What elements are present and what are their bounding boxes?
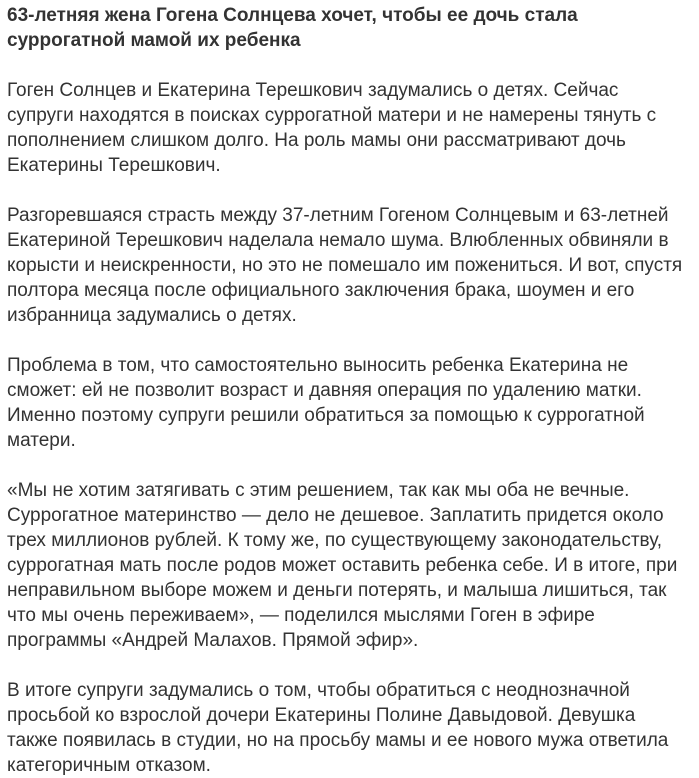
article-paragraph: В итоге супруги задумались о том, чтобы обратиться с неоднозначной просьбой ко взрослой дочери Екатерины Полине Давыдовой. Девушка также появилась в студии, но на просьбу мамы и ее нового мужа ответила категоричным отказом. — [7, 680, 669, 776]
article-paragraph-lead: Гоген Солнцев и Екатерина Терешкович задумались о детях. Сейчас супруги находятся в поисках суррогатной матери и не намерены тянуть с пополнением слишком долго. На роль мамы они рассматривают дочь Екатерины Терешкович. — [7, 80, 657, 176]
article-title: 63-летняя жена Гогена Солнцева хочет, чтобы ее дочь стала суррогатной мамой их ребенка — [7, 5, 578, 51]
article-paragraph-quote: «Мы не хотим затягивать с этим решением, так как мы оба не вечные. Суррогатное материнство — дело не дешевое. Заплатить придется около трех миллионов рублей. К тому же, по существующему законодательству, суррогатная мать после родов может оставить ребенка себе. И в итоге, при неправильном выборе можем и деньги потерять, и малыша лишиться, так что мы очень переживаем», — поделился мыслями Гоген в эфире программы «Андрей Малахов. Прямой эфир». — [7, 480, 678, 651]
article-paragraph: Проблема в том, что самостоятельно выносить ребенка Екатерина не сможет: ей не позволит возраст и давняя операция по удалению матки. Именно поэтому супруги решили обратиться за помощью к суррогатной матери. — [7, 355, 645, 451]
article-paragraph: Разгоревшаяся страсть между 37-летним Гогеном Солнцевым и 63-летней Екатериной Терешкович наделала немало шума. Влюбленных обвиняли в корысти и неискренности, но это не помешало им пожениться. И вот, спустя полтора месяца после официального заключения брака, шоумен и его избранница задумались о детях. — [7, 205, 683, 326]
